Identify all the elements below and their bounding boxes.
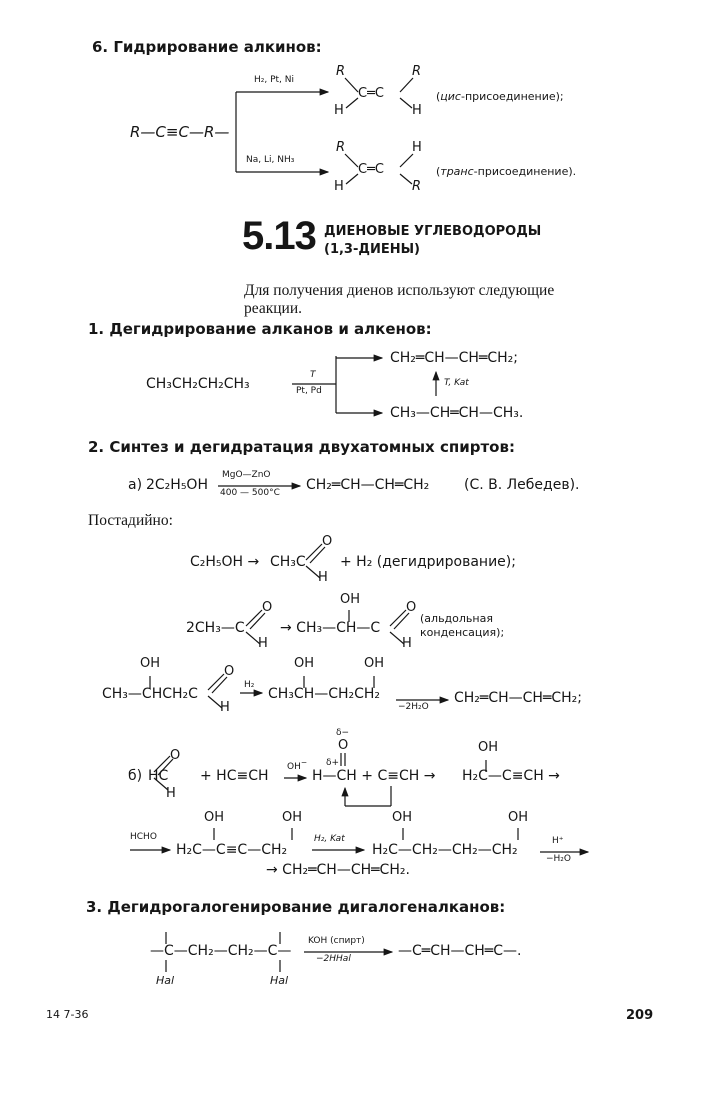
- s2-a-cond-top: MgO—ZnO: [222, 470, 271, 480]
- c-acid: H⁺: [552, 836, 564, 846]
- c-water: −H₂O: [546, 854, 572, 864]
- section-2-heading: 2. Синтез и дегидратация двухатомных спиртов:: [88, 438, 515, 456]
- s6-trans-conditions: Na, Li, NH₃: [246, 155, 295, 165]
- r1-plus: + H₂ (дегидрирование);: [340, 554, 516, 570]
- b-delta-minus: δ−: [336, 728, 350, 738]
- b-hch: H—CH + C≡CH →: [312, 768, 436, 784]
- page-number: 209: [626, 1008, 654, 1023]
- r2-note1: (альдольная: [420, 612, 493, 625]
- section-1-heading: 1. Дегидрирование алканов и алкенов:: [88, 320, 432, 338]
- r2-O2: O: [406, 600, 417, 615]
- r3-left: CH₃—CHCH₂C: [102, 686, 198, 702]
- b-hc: HC: [148, 768, 169, 784]
- s6-reactant: R—C≡C—R—: [130, 123, 230, 141]
- s3-cond-bottom: −2HHal: [316, 954, 351, 964]
- r3-H: H: [220, 700, 230, 715]
- r1-O: O: [322, 534, 333, 549]
- r2-mid: → CH₃—CH—C: [280, 620, 381, 636]
- s6-trans-H2: H: [334, 179, 344, 194]
- s2-a-reactant: 2C₂H₅OH: [146, 477, 208, 493]
- s6-trans-note: (транс-присоединение).: [436, 165, 577, 178]
- s6-trans-R2: R: [412, 179, 422, 194]
- s2-a-note: (С. В. Лебедев).: [464, 477, 580, 493]
- s2-a-label: а): [128, 477, 143, 493]
- c-reagent: HCHO: [130, 832, 157, 842]
- r3-O: O: [224, 664, 235, 679]
- s6-cis-R2: R: [412, 64, 422, 79]
- r3-cond: H₂: [244, 680, 255, 690]
- b-OH: OH: [478, 740, 499, 755]
- s6-cis-cc: C═C: [358, 86, 384, 101]
- s3-hal1: Hal: [156, 974, 175, 987]
- s2-a-product: CH₂═CH—CH═CH₂: [306, 477, 430, 493]
- b-acetylene: + HC≡CH: [200, 768, 269, 784]
- s1-product-butene: CH₃—CH═CH—CH₃.: [390, 405, 524, 421]
- s1-product-butadiene: CH₂═CH—CH═CH₂;: [390, 350, 519, 366]
- r3-OH1: OH: [294, 656, 315, 671]
- r2-H1: H: [258, 636, 268, 651]
- section-number: 5.13: [242, 214, 316, 258]
- s1-cond-bottom: Pt, Pd: [296, 386, 322, 396]
- s6-trans-R1: R: [336, 140, 346, 155]
- s3-product: —C═CH—CH═C—.: [398, 943, 522, 959]
- s6-cis-conditions: H₂, Pt, Ni: [254, 75, 295, 85]
- s6-cis-note: (цис-присоединение);: [436, 90, 564, 103]
- s6-cis-H1: H: [334, 103, 344, 118]
- s6-trans-cc: C═C: [358, 162, 384, 177]
- c-OH1: OH: [204, 810, 225, 825]
- c-left: H₂C—C≡C—CH₂: [176, 842, 288, 858]
- stepwise-label: Постадийно:: [88, 512, 173, 529]
- r3-product: CH₂═CH—CH═CH₂;: [454, 690, 583, 706]
- s1-reactant: CH₃CH₂CH₂CH₃: [146, 376, 250, 392]
- r3-water: −2H₂O: [398, 702, 429, 712]
- c-OH4: OH: [508, 810, 529, 825]
- section-3-heading: 3. Дегидрогалогенирование дигалогеналканов:: [86, 898, 506, 916]
- b-delta-plus: δ+: [326, 758, 340, 768]
- c-OH3: OH: [392, 810, 413, 825]
- s3-cond-top: KOH (спирт): [308, 936, 365, 946]
- signature-mark: 14 7-36: [46, 1008, 89, 1021]
- section-title-line1: ДИЕНОВЫЕ УГЛЕВОДОРОДЫ: [324, 224, 542, 239]
- r1-ch3c: CH₃C: [270, 554, 306, 570]
- r3-mid: CH₃CH—CH₂CH₂: [268, 686, 381, 702]
- s2-a-cond-bottom: 400 — 500°C: [220, 488, 280, 498]
- s3-hal2: Hal: [270, 974, 289, 987]
- intro-line2: реакции.: [244, 300, 302, 317]
- r2-OH: OH: [340, 592, 361, 607]
- r3-OH: OH: [140, 656, 161, 671]
- s6-trans-H1: H: [412, 140, 422, 155]
- r2-left: 2CH₃—C: [186, 620, 245, 636]
- b-product: H₂C—C≡CH →: [462, 768, 560, 784]
- b-H: H: [166, 786, 176, 801]
- c-final: → CH₂═CH—CH═CH₂.: [266, 862, 410, 878]
- b-label: б): [128, 768, 143, 784]
- s1-mid-cond: T, Kat: [444, 378, 469, 388]
- r2-note2: конденсация);: [420, 626, 505, 639]
- s6-cis-R1: R: [336, 64, 346, 79]
- r2-O1: O: [262, 600, 273, 615]
- c-mid: H₂C—CH₂—CH₂—CH₂: [372, 842, 518, 858]
- section-6-heading: 6. Гидрирование алкинов:: [92, 38, 322, 56]
- s6-cis-H2: H: [412, 103, 422, 118]
- s3-chain: —C—CH₂—CH₂—C—: [150, 943, 292, 959]
- section-title-line2: (1,3-ДИЕНЫ): [324, 242, 420, 257]
- b-O-carbonyl: O: [338, 738, 349, 753]
- r3-OH2: OH: [364, 656, 385, 671]
- c-cond: H₂, Kat: [314, 834, 345, 844]
- b-O: O: [170, 748, 181, 763]
- r1-left: C₂H₅OH →: [190, 554, 260, 570]
- r1-H: H: [318, 570, 328, 585]
- s1-cond-top: T: [310, 370, 316, 380]
- b-cond: OH−: [287, 758, 308, 772]
- intro-line1: Для получения диенов используют следующие: [244, 282, 555, 299]
- r2-H2: H: [402, 636, 412, 651]
- c-OH2: OH: [282, 810, 303, 825]
